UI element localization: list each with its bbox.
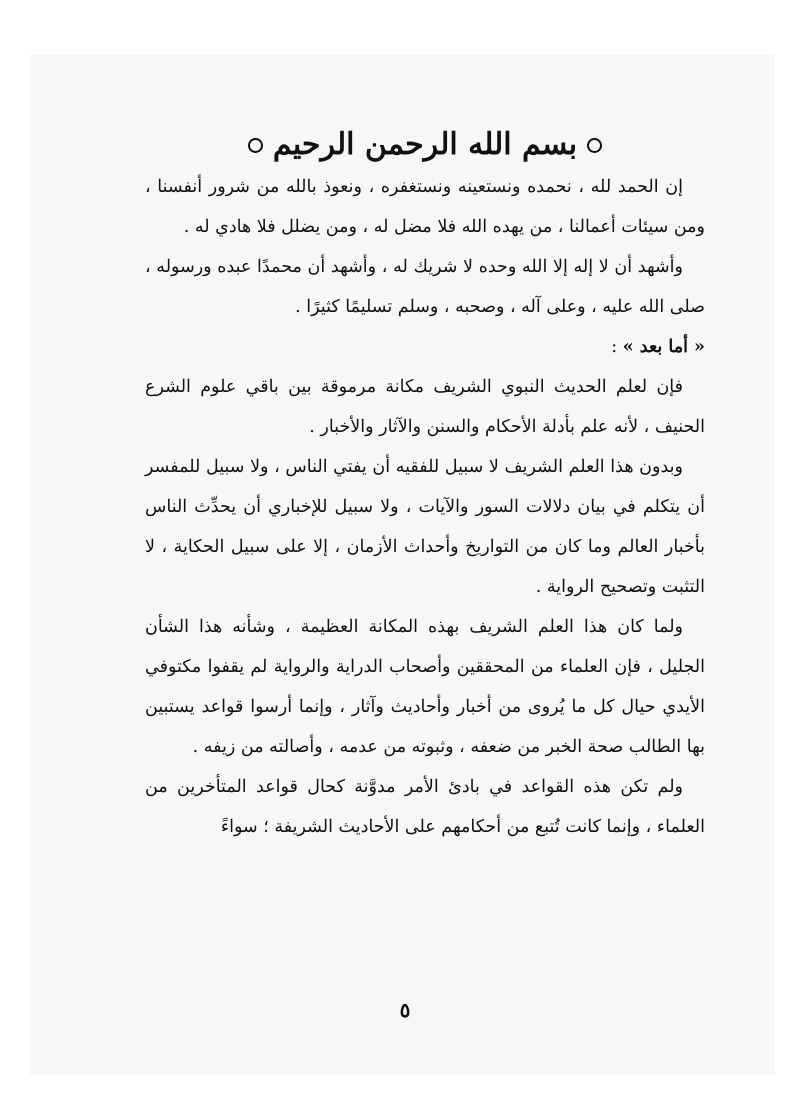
- amma-baad-line: [145, 327, 705, 367]
- amma-baad-label: « أما بعد »: [622, 337, 705, 357]
- page-number: ٥: [399, 998, 411, 1022]
- hadith-status-paragraph: فإن لعلم الحديث النبوي الشريف مكانة مرموقة بين باقي علوم الشرع الحنيف ، لأنه علم بأدلة الأحكام والسنن والآثار والأخبار .: [145, 377, 705, 437]
- testimony-paragraph: وأشهد أن لا إله إلا الله وحده لا شريك له ، وأشهد أن محمدًا عبده ورسوله ، صلى الله عليه ، وعلى آله ، وصحبه ، وسلم تسليمًا كثيرًا .: [145, 257, 705, 317]
- basmala-title: بسم الله الرحمن الرحيم: [272, 127, 578, 162]
- ring-ornament-icon: [587, 138, 602, 153]
- amma-baad-suffix: :: [611, 337, 623, 357]
- ring-ornament-icon: [248, 138, 263, 153]
- basmala-header: [145, 125, 705, 165]
- without-science-paragraph: وبدون هذا العلم الشريف لا سبيل للفقيه أن يفتي الناس ، ولا سبيل للمفسر أن يتكلم في بيان دلالات السور والآيات ، ولا سبيل للإخباري أن يحدِّث الناس بأخبار العالم وما كان من التواريخ وأحداث الأزمان ، إلا على سبيل الحكاية ، لا التثبت وتصحيح الرواية .: [145, 457, 705, 597]
- scholars-rules-paragraph: ولما كان هذا العلم الشريف بهذه المكانة العظيمة ، وشأنه هذا الشأن الجليل ، فإن العلماء من المحققين وأصحاب الدراية والرواية لم يقفوا مكتوفي الأيدي حيال كل ما يُروى من أخبار وأحاديث وآثار ، وإنما أرسوا قواعد يستبين بها الطالب صحة الخبر من ضعفه ، وثبوته من عدمه ، وأصالته من زيفه .: [145, 617, 705, 757]
- document-page: [30, 55, 775, 1075]
- rules-not-written-paragraph: ولم تكن هذه القواعد في بادئ الأمر مدوَّنة كحال قواعد المتأخرين من العلماء ، وإنما كانت تُتبع من أحكامهم على الأحاديث الشريفة ؛ سواءً: [145, 777, 705, 837]
- page-content: [145, 125, 705, 847]
- opening-praise-paragraph: إن الحمد لله ، نحمده ونستعينه ونستغفره ، ونعوذ بالله من شرور أنفسنا ، ومن سيئات أعمالنا ، من يهده الله فلا مضل له ، ومن يضلل فلا هادي له .: [145, 177, 705, 237]
